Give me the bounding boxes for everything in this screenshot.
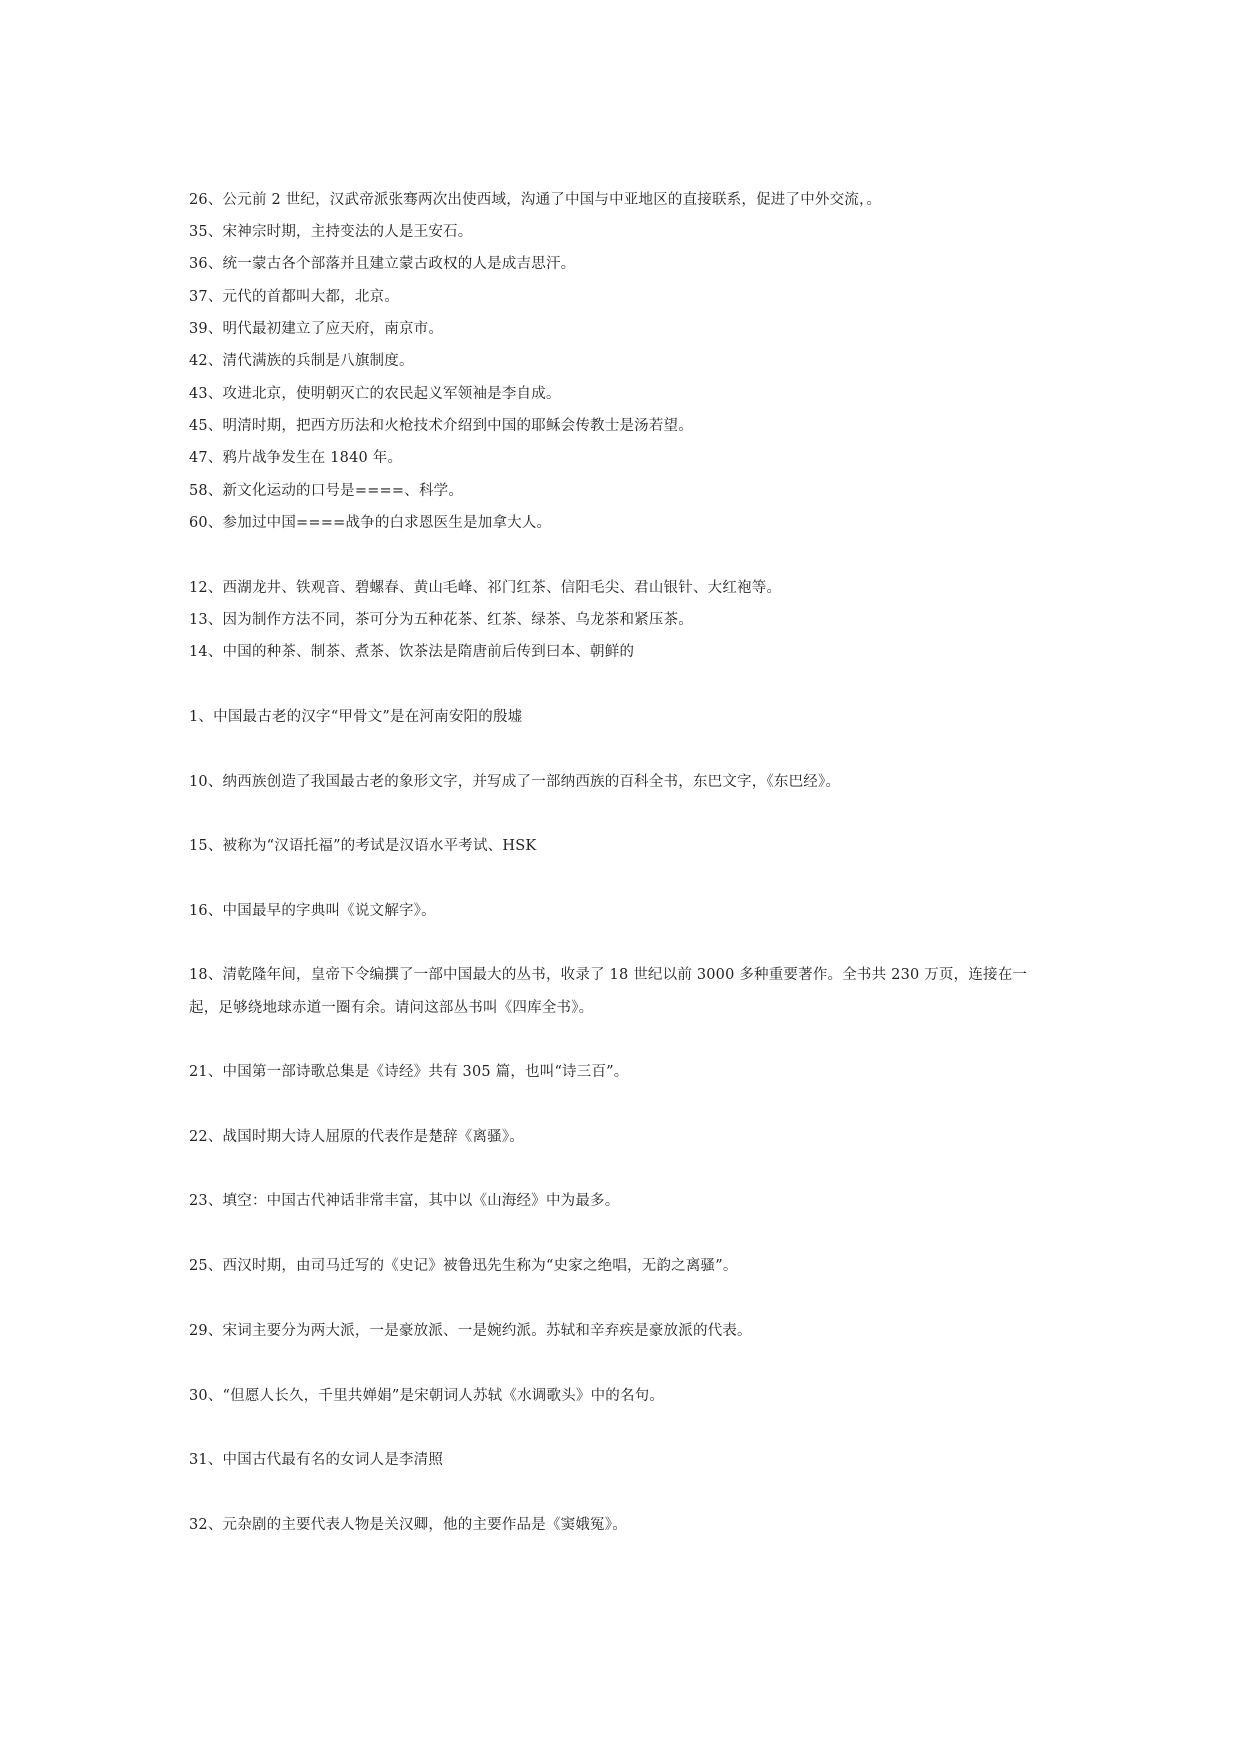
- text-line: 18、清乾隆年间，皇帝下令编撰了一部中国最大的丛书，收录了 18 世纪以前 3000 多种重要著作。全书共 230 万页，连接在一: [189, 967, 1028, 983]
- text-line: 1、中国最古老的汉字“甲骨文”是在河南安阳的殷墟: [189, 709, 523, 725]
- text-line: 37、元代的首都叫大都，北京。: [189, 289, 399, 305]
- text-line: 13、因为制作方法不同，茶可分为五种花茶、红茶、绿茶、乌龙茶和紧压茶。: [189, 612, 693, 628]
- text-line: 15、被称为“汉语托福”的考试是汉语水平考试、HSK: [189, 838, 537, 854]
- text-line: 45、明清时期，把西方历法和火枪技术介绍到中国的耶稣会传教士是汤若望。: [189, 418, 693, 434]
- text-line: 22、战国时期大诗人屈原的代表作是楚辞《离骚》。: [189, 1129, 524, 1145]
- text-line: 42、清代满族的兵制是八旗制度。: [189, 353, 414, 369]
- text-line: 36、统一蒙古各个部落并且建立蒙古政权的人是成吉思汗。: [189, 256, 576, 272]
- text-line: 26、公元前 2 世纪，汉武帝派张骞两次出使西域，沟通了中国与中亚地区的直接联系，促进了中外交流，。: [189, 192, 882, 208]
- text-line: 29、宋词主要分为两大派，一是豪放派、一是婉约派。苏轼和辛弃疾是豪放派的代表。: [189, 1323, 752, 1339]
- text-line: 16、中国最早的字典叫《说文解字》。: [189, 903, 436, 919]
- text-line: 60、参加过中国====战争的白求恩医生是加拿大人。: [189, 515, 552, 531]
- text-line: 23、填空：中国古代神话非常丰富，其中以《山海经》中为最多。: [189, 1193, 620, 1209]
- text-line: 14、中国的种茶、制茶、煮茶、饮茶法是隋唐前后传到曰本、朝鲜的: [189, 644, 635, 660]
- text-line: 21、中国第一部诗歌总集是《诗经》共有 305 篇，也叫“诗三百”。: [189, 1064, 629, 1080]
- text-line: 31、中国古代最有名的女词人是李清照: [189, 1452, 444, 1468]
- text-line: 43、攻进北京，使明朝灭亡的农民起义军领袖是李自成。: [189, 386, 561, 402]
- text-line: 25、西汉时期，由司马迁写的《史记》被鲁迅先生称为“史家之绝唱，无韵之离骚”。: [189, 1258, 738, 1274]
- text-line: 39、明代最初建立了应天府，南京市。: [189, 321, 444, 337]
- text-line: 起，足够绕地球赤道一圈有余。请问这部丛书叫《四库全书》。: [189, 1000, 594, 1016]
- text-line: 58、新文化运动的口号是====、科学。: [189, 483, 464, 499]
- text-line: 30、“但愿人长久，千里共婵娟”是宋朝词人苏轼《水调歌头》中的名句。: [189, 1388, 665, 1404]
- text-line: 47、鸦片战争发生在 1840 年。: [189, 450, 403, 466]
- text-line: 10、纳西族创造了我国最古老的象形文字，并写成了一部纳西族的百科全书，东巴文字，《东巴经》。: [189, 774, 841, 790]
- text-line: 35、宋神宗时期，主持变法的人是王安石。: [189, 224, 473, 240]
- text-line: 12、西湖龙井、铁观音、碧螺春、黄山毛峰、祁门红茶、信阳毛尖、君山银针、大红袍等。: [189, 580, 782, 596]
- text-line: 32、元杂剧的主要代表人物是关汉卿，他的主要作品是《窦娥冤》。: [189, 1517, 627, 1533]
